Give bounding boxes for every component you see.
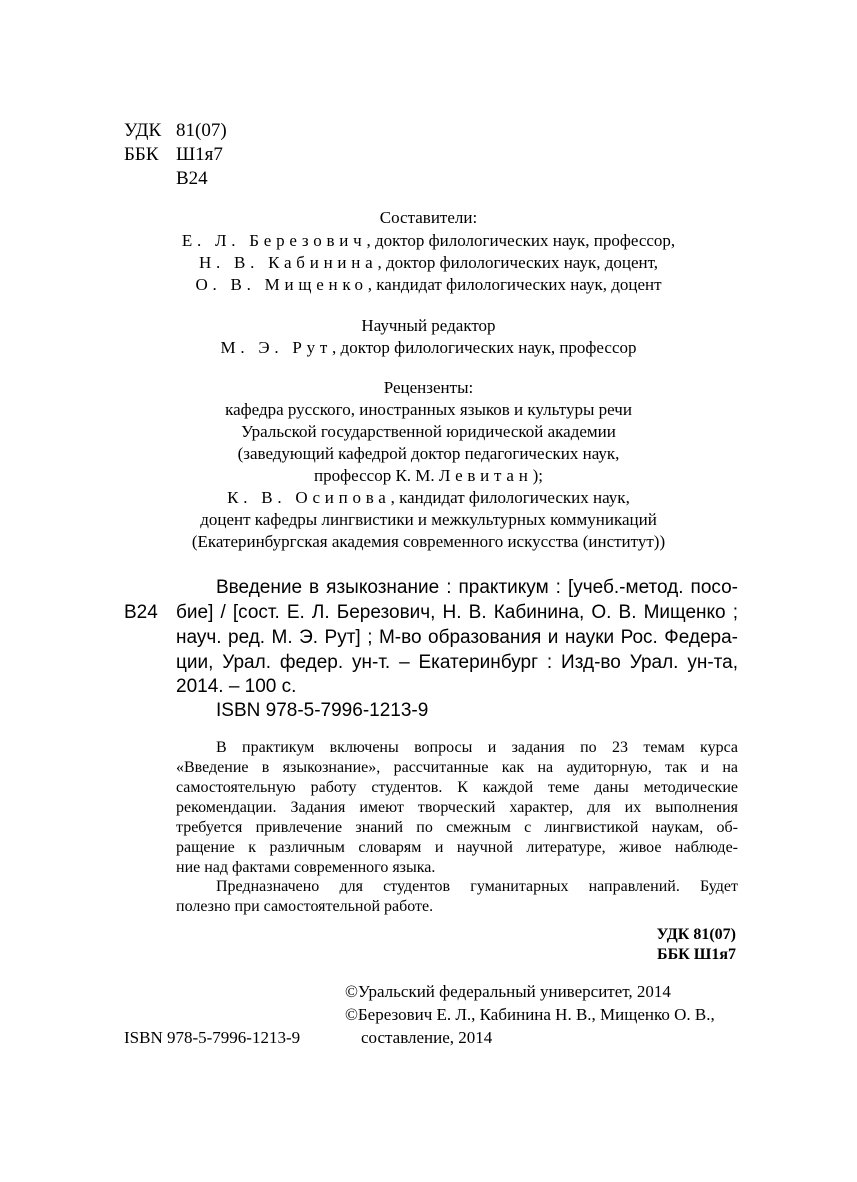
reviewers-heading: Рецензенты: — [383, 378, 474, 397]
editor-name: М. Э. Рут — [220, 338, 333, 357]
reviewer-name: Левитан — [438, 466, 533, 485]
compiler-line — [0, 252, 857, 273]
reviewer-line: доцент кафедры лингвистики и межкультурных коммуникаций — [200, 510, 657, 529]
author-mark: В24 — [176, 168, 208, 189]
editor-role: , доктор филологических наук, профессор — [332, 338, 637, 357]
reviewer-line — [0, 487, 857, 508]
catalog-line: бие] / [сост. Е. Л. Березович, Н. В. Кабинина, О. В. Мищенко ; — [176, 602, 738, 623]
compiler-role: , доктор филологических наук, доцент, — [377, 253, 659, 272]
footer-udk: УДК 81(07) — [656, 926, 736, 943]
reviewer-line: кафедра русского, иностранных языков и культуры речи — [225, 400, 632, 419]
compilers-heading: Составители: — [379, 208, 478, 227]
copyright-line — [345, 981, 671, 1002]
reviewer-suffix: ); — [532, 466, 543, 485]
udk-label: УДК — [124, 120, 162, 141]
annotation-line: требуется привлечение знаний по смежным с лингвистикой наукам, об- — [176, 819, 738, 836]
compiler-line — [0, 230, 857, 251]
bbk-code: Ш1я7 — [176, 144, 223, 165]
annotation-line: самостоятельную работу студентов. К каждой теме даны методические — [176, 779, 738, 796]
compiler-role: , доктор филологических наук, профессор, — [366, 231, 676, 250]
copyright-text: Уральский федеральный университет, 2014 — [357, 982, 671, 1001]
compiler-name: О. В. Мищенко — [195, 275, 368, 294]
copyright-line — [345, 1004, 715, 1025]
reviewer-line — [0, 465, 857, 486]
annotation-line: В практикум включены вопросы и задания по 23 темам курса — [216, 739, 738, 756]
compiler-role: , кандидат филологических наук, доцент — [367, 275, 662, 294]
footer-isbn: ISBN 978-5-7996-1213-9 — [124, 1028, 301, 1047]
catalog-mark: В24 — [124, 602, 158, 623]
catalog-line: науч. ред. М. Э. Рут] ; М-во образования и науки Рос. Федера- — [176, 627, 738, 648]
reviewer-line: (заведующий кафедрой доктор педагогических наук, — [237, 444, 620, 463]
reviewer-prefix: профессор К. М. — [314, 466, 439, 485]
copyright-text: Березович Е. Л., Кабинина Н. В., Мищенко О. В., — [357, 1005, 715, 1024]
annotation-line: рекомендации. Задания имеют творческий характер, для их выполнения — [176, 799, 738, 816]
reviewer-name: К. В. Осипова — [227, 488, 391, 507]
reviewer-line: Уральской государственной юридической академии — [241, 422, 616, 441]
editor-heading: Научный редактор — [361, 316, 496, 335]
udk-code: 81(07) — [176, 120, 227, 141]
reviewer-line: (Екатеринбургская академия современного искусства (институт)) — [191, 532, 666, 551]
annotation-line: полезно при самостоятельной работе. — [176, 898, 434, 915]
copyright-text: составление, 2014 — [361, 1028, 493, 1047]
compiler-name: Н. В. Кабинина — [198, 253, 378, 272]
catalog-line: ции, Урал. федер. ун-т. – Екатеринбург : Изд-во Урал. ун-та, — [176, 652, 738, 673]
copyright-icon: © — [345, 1005, 358, 1024]
compiler-name: Е. Л. Березович — [181, 231, 367, 250]
annotation-line: ние над фактами современного языка. — [176, 859, 436, 876]
annotation-line: Предназначено для студентов гуманитарных направлений. Будет — [216, 878, 738, 895]
editor-line — [0, 337, 857, 358]
reviewer-role: , кандидат филологических наук, — [390, 488, 630, 507]
footer-bbk: ББК Ш1я7 — [657, 946, 736, 963]
catalog-line: 2014. – 100 с. — [176, 676, 297, 697]
annotation-line: «Введение в языкознание», рассчитанные как на аудиторную, так и на — [176, 759, 738, 776]
copyright-icon: © — [345, 982, 358, 1001]
compiler-line — [0, 274, 857, 295]
annotation-line: ращение к различным словарям и научной литературе, живое наблюде- — [176, 839, 738, 856]
bbk-label: ББК — [124, 144, 159, 165]
catalog-line: Введение в языкознание : практикум : [учеб.-метод. посо- — [216, 577, 738, 598]
catalog-isbn: ISBN 978-5-7996-1213-9 — [216, 700, 429, 721]
